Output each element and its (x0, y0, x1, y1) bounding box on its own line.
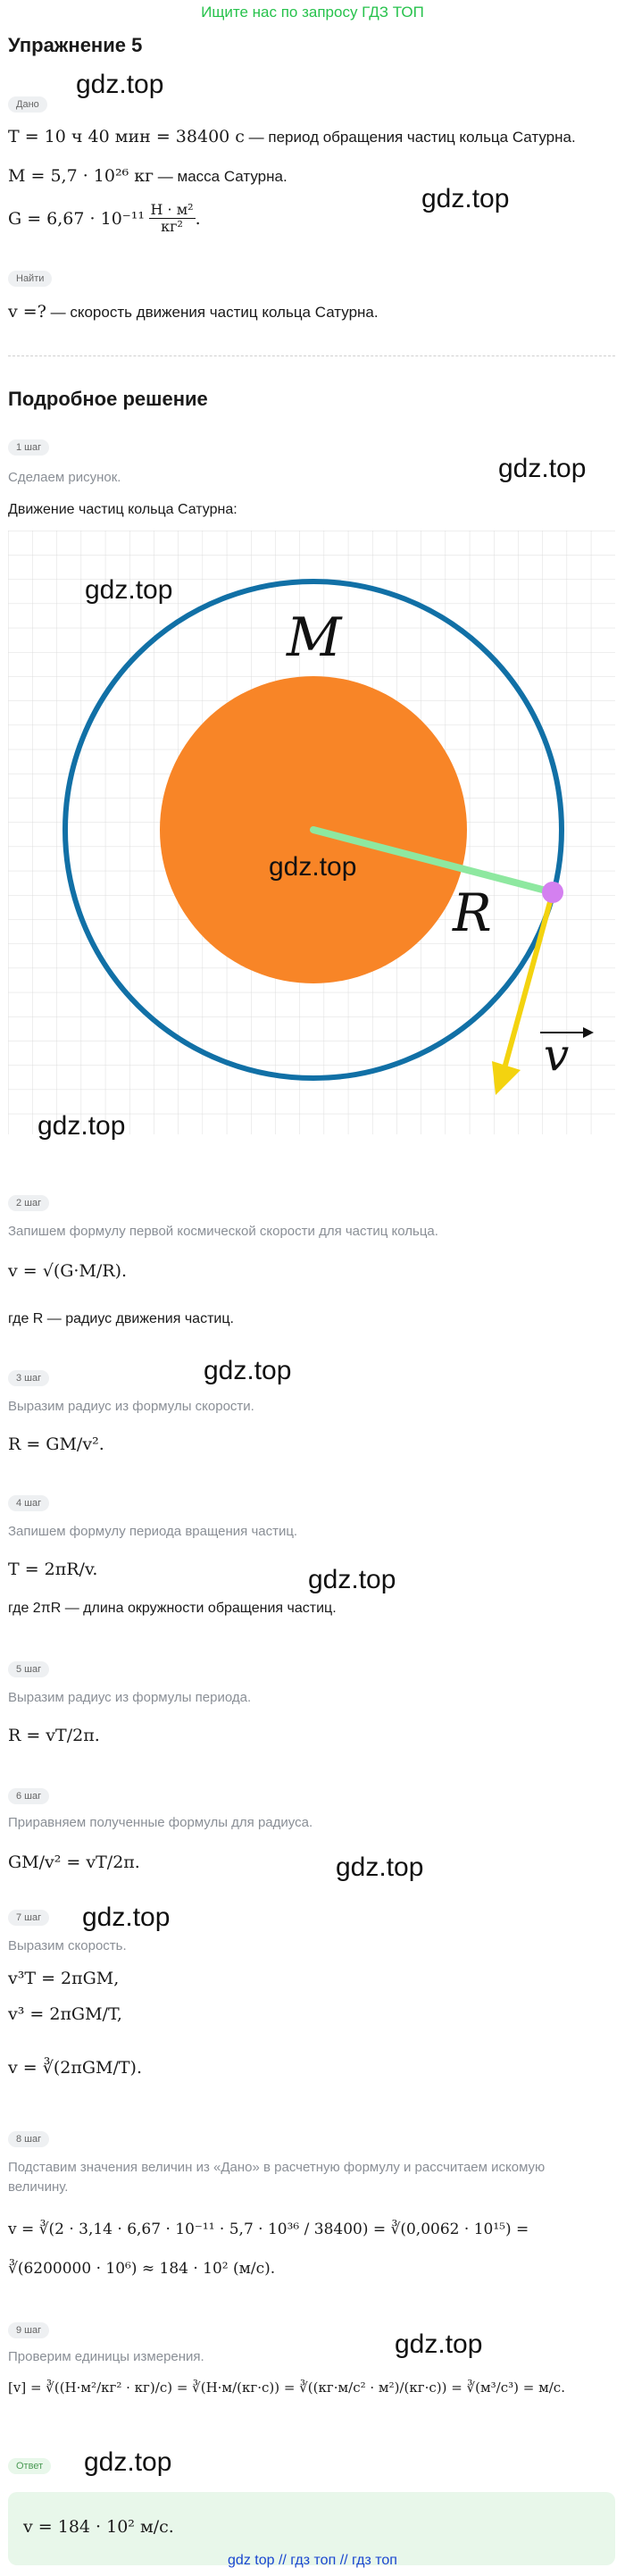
step-chip: 5 шаг (8, 1661, 49, 1677)
step-desc: Выразим радиус из формулы периода. (8, 1690, 252, 1705)
watermark: gdz.top (82, 1903, 171, 1932)
step-formula: v³T = 2πGM, (8, 1969, 120, 1988)
radius-label: R (453, 882, 492, 943)
step-formula: R = vT/2π. (8, 1726, 100, 1745)
mass-label: M (287, 606, 342, 669)
step-chip: 8 шаг (8, 2131, 49, 2147)
watermark: gdz.top (336, 1853, 424, 1882)
step-desc: Подставим значения величин из «Дано» в расчетную формулу и рассчитаем искомую (8, 2160, 546, 2175)
step-desc: Сделаем рисунок. (8, 470, 121, 485)
step-desc: Запишем формулу первой космической скорости для частиц кольца. (8, 1224, 438, 1239)
watermark: gdz.top (308, 1565, 396, 1594)
given-G-unit (149, 202, 196, 236)
step-desc: Выразим радиус из формулы скорости. (8, 1399, 254, 1414)
given-T-formula: T = 10 ч 40 мин = 38400 с (8, 127, 245, 146)
step-chip: 7 шаг (8, 1910, 49, 1926)
step-formula: v = ∛(2 · 3,14 · 6,67 · 10⁻¹¹ · 5,7 · 10³⁶ / 38400) = ∛(0,0062 · 10¹⁵) = (8, 2221, 529, 2238)
watermark: gdz.top (498, 454, 587, 483)
step-chip: 9 шаг (8, 2322, 49, 2338)
given-T (8, 127, 576, 146)
step-desc: Выразим скорость. (8, 1938, 127, 1953)
watermark: gdz.top (395, 2329, 483, 2359)
step-chip: 3 шаг (8, 1370, 49, 1386)
step-formula: [v] = ∛((Н·м²/кг² · кг)/с) = ∛(Н·м/(кг·с)) = ∛((кг·м/с² · м²)/(кг·с)) = ∛(м³/с³) = м/с. (8, 2379, 565, 2396)
step-formula: R = GM/v². (8, 1434, 104, 1454)
step-note: где R — радиус движения частиц. (8, 1311, 234, 1326)
watermark: gdz.top (85, 575, 173, 605)
ring-particle (542, 882, 563, 903)
figure-caption: Движение частиц кольца Сатурна: (8, 502, 238, 517)
find-chip: Найти (8, 271, 52, 287)
watermark: gdz.top (38, 1111, 126, 1141)
step-formula: GM/v² = vT/2π. (8, 1853, 140, 1872)
find-line (8, 302, 379, 322)
watermark: gdz.top (204, 1356, 292, 1385)
step-desc: Запишем формулу периода вращения частиц. (8, 1524, 298, 1539)
given-G-unit-num: Н · м² (150, 201, 194, 218)
step-formula: ∛(6200000 · 10⁶) ≈ 184 · 10² (м/с). (8, 2260, 276, 2278)
given-G: G = 6,67 · 10⁻¹¹ $\frac{\text{Н · м²}}{\text{кг²}}$ . (8, 201, 201, 236)
step-chip: 2 шаг (8, 1195, 49, 1211)
exercise-title: Упражнение 5 (8, 34, 143, 56)
find-formula: v =? (8, 302, 46, 322)
step-desc: Приравняем полученные формулы для радиуса. (8, 1815, 313, 1830)
watermark: gdz.top (76, 70, 164, 99)
watermark: gdz.top (421, 184, 510, 213)
divider (8, 355, 615, 356)
answer-formula: v = 184 · 10² м/с. (23, 2517, 174, 2537)
given-G-unit-den: кг² (161, 218, 183, 236)
watermark: gdz.top (84, 2447, 172, 2477)
step-desc: Проверим единицы измерения. (8, 2349, 204, 2364)
watermark: gdz.top (269, 852, 357, 882)
velocity-label: v (544, 1029, 570, 1081)
step-note: где 2πR — длина окружности обращения частиц. (8, 1601, 337, 1616)
step-chip: 1 шаг (8, 439, 49, 456)
step-formula: T = 2πR/v. (8, 1560, 98, 1579)
solution-title: Подробное решение (8, 388, 208, 410)
given-G-formula: G = 6,67 · 10⁻¹¹ (8, 208, 146, 229)
step-chip: 6 шаг (8, 1788, 49, 1804)
given-M-formula: M = 5,7 · 10²⁶ кг (8, 166, 154, 186)
find-text: — скорость движения частиц кольца Сатурна. (46, 304, 379, 321)
step-chip: 4 шаг (8, 1495, 49, 1511)
step-formula: v = √(G·M/R). (8, 1261, 128, 1281)
saturn-ring-diagram (8, 531, 615, 1134)
given-M (8, 166, 288, 186)
step-formula: v³ = 2πGM/T, (8, 2004, 122, 2024)
footer-links[interactable]: gdz top // гдз топ // гдз топ (228, 2553, 397, 2568)
step-desc: величину. (8, 2179, 69, 2195)
given-M-text: — масса Сатурна. (154, 168, 288, 185)
given-chip: Дано (8, 96, 47, 113)
step-formula: v = ∛(2πGM/T). (8, 2058, 142, 2078)
top-search-link[interactable]: Ищите нас по запросу ГДЗ ТОП (201, 4, 424, 21)
answer-chip: Ответ (8, 2458, 51, 2474)
given-T-text: — период обращения частиц кольца Сатурна. (244, 129, 576, 146)
